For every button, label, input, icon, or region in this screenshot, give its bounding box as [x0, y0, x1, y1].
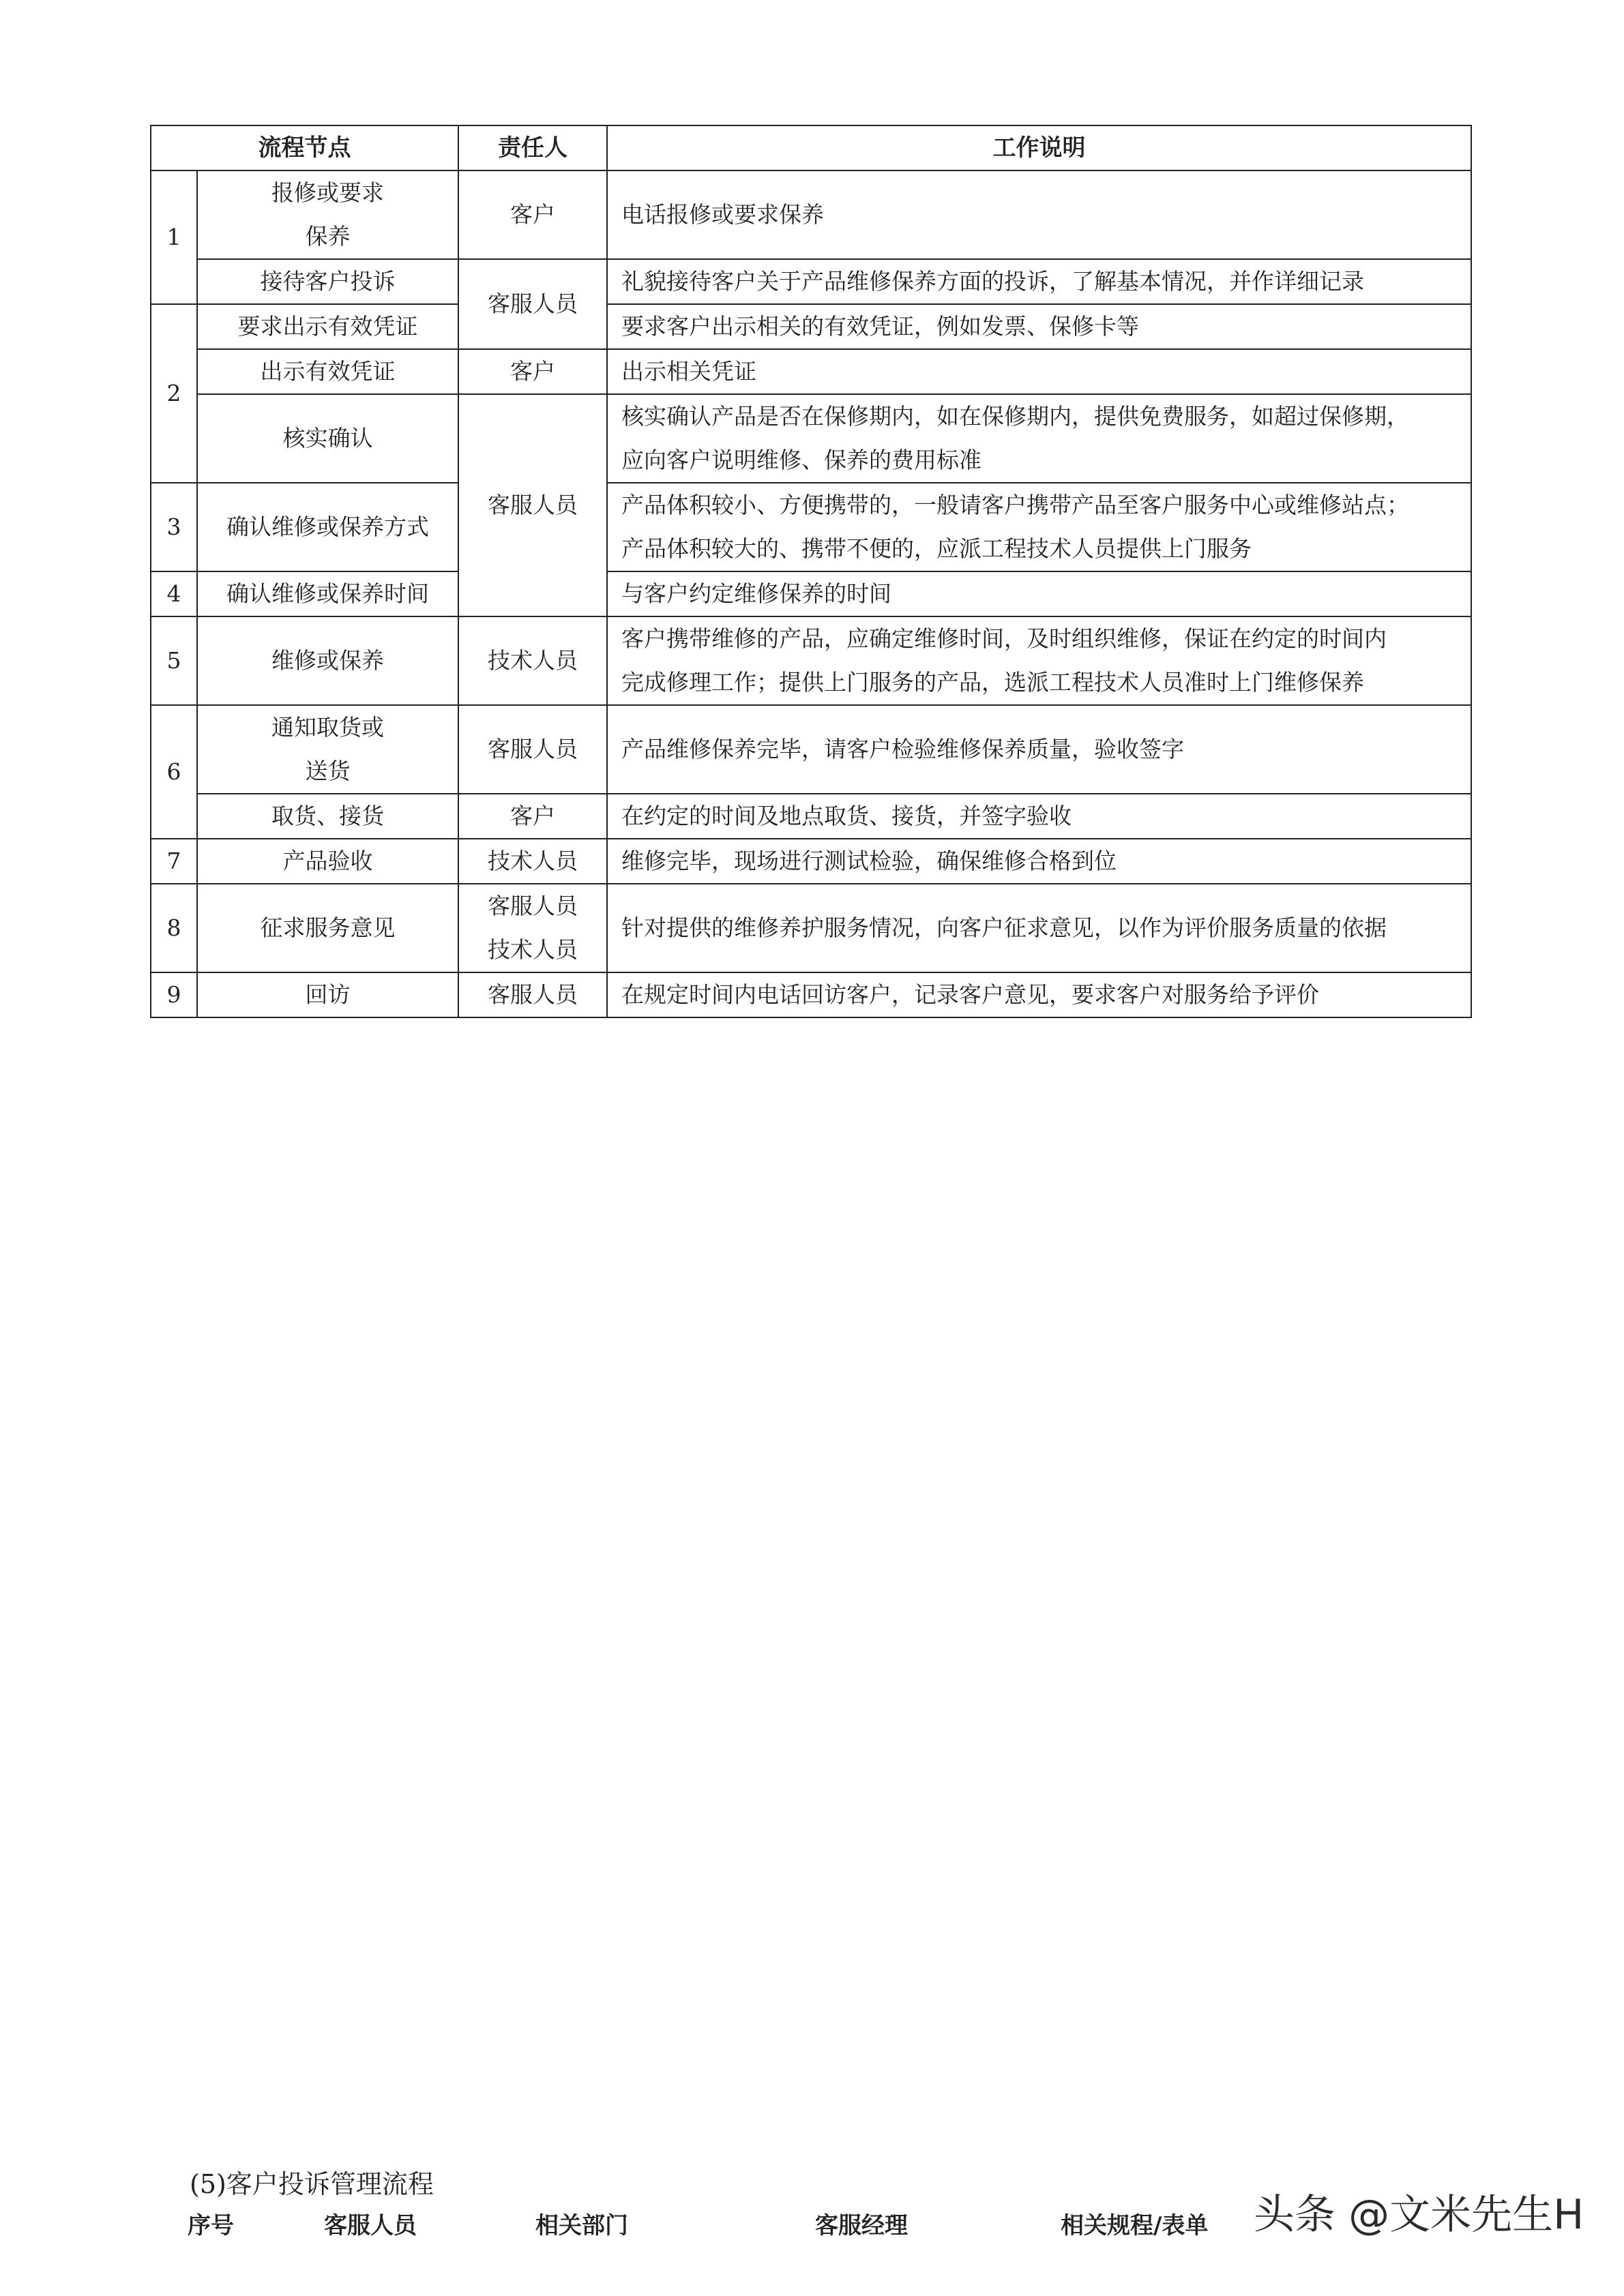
- desc-line: 客户携带维修的产品，应确定维修时间，及时组织维修，保证在约定的时间内: [621, 625, 1387, 652]
- desc-line: 应向客户说明维修、保养的费用标准: [621, 447, 981, 473]
- desc-cell: 要求客户出示相关的有效凭证，例如发票、保修卡等: [607, 304, 1471, 349]
- table-row: [151, 571, 1471, 616]
- process-table: [150, 125, 1472, 1018]
- row-number: 9: [151, 972, 197, 1017]
- header-person: 责任人: [458, 125, 607, 170]
- header-node: 流程节点: [151, 125, 458, 170]
- desc-line: 产品体积较小、方便携带的，一般请客户携带产品至客户服务中心或维修站点；: [621, 492, 1409, 518]
- column-header-cs-staff: 客服人员: [324, 2212, 417, 2239]
- desc-cell: [607, 394, 1471, 483]
- node-cell: 核实确认: [197, 394, 458, 483]
- table-row: [151, 170, 1471, 259]
- section-title: (5)客户投诉管理流程: [190, 2169, 434, 2199]
- desc-cell: 在规定时间内电话回访客户，记录客户意见，要求客户对服务给予评价: [607, 972, 1471, 1017]
- table-header-row: [151, 125, 1471, 170]
- node-cell: 产品验收: [197, 839, 458, 884]
- row-number: 3: [151, 483, 197, 571]
- node-line: 通知取货或: [271, 714, 384, 741]
- person-cell: 客户: [458, 794, 607, 839]
- node-line: 报修或要求: [271, 179, 384, 206]
- person-cell: 技术人员: [458, 839, 607, 884]
- table-row: [151, 616, 1471, 705]
- desc-cell: 与客户约定维修保养的时间: [607, 571, 1471, 616]
- desc-cell: 出示相关凭证: [607, 349, 1471, 394]
- table-row: [151, 972, 1471, 1017]
- node-cell: 取货、接货: [197, 794, 458, 839]
- row-number: 5: [151, 616, 197, 705]
- person-cell: 客服人员: [458, 972, 607, 1017]
- desc-line: 产品体积较大的、携带不便的，应派工程技术人员提供上门服务: [621, 535, 1252, 562]
- person-cell: 客服人员: [458, 394, 607, 616]
- table-row: [151, 304, 1471, 349]
- table-row: [151, 705, 1471, 794]
- person-line: 技术人员: [488, 936, 578, 963]
- person-cell: 客户: [458, 170, 607, 259]
- desc-cell: 礼貌接待客户关于产品维修保养方面的投诉，了解基本情况，并作详细记录: [607, 259, 1471, 304]
- node-cell: 征求服务意见: [197, 884, 458, 972]
- column-header-cs-manager: 客服经理: [815, 2212, 908, 2239]
- node-cell: 确认维修或保养时间: [197, 571, 458, 616]
- column-header-related-dept: 相关部门: [535, 2212, 628, 2239]
- person-cell: 客服人员: [458, 705, 607, 794]
- table-row: [151, 394, 1471, 483]
- node-line: 保养: [305, 223, 351, 250]
- desc-cell: 产品维修保养完毕，请客户检验维修保养质量，验收签字: [607, 705, 1471, 794]
- desc-cell: [607, 616, 1471, 705]
- row-number: 6: [151, 705, 197, 839]
- row-number: 4: [151, 571, 197, 616]
- person-cell: 客服人员: [458, 259, 607, 349]
- column-header-index: 序号: [188, 2212, 234, 2239]
- table-row: [151, 349, 1471, 394]
- table-row: [151, 884, 1471, 972]
- header-desc: 工作说明: [607, 125, 1471, 170]
- table-row: [151, 839, 1471, 884]
- table-row: [151, 794, 1471, 839]
- desc-line: 完成修理工作；提供上门服务的产品，选派工程技术人员准时上门维修保养: [621, 669, 1364, 696]
- person-cell: [458, 884, 607, 972]
- node-cell: 维修或保养: [197, 616, 458, 705]
- node-cell: 接待客户投诉: [197, 259, 458, 304]
- desc-cell: 在约定的时间及地点取货、接货，并签字验收: [607, 794, 1471, 839]
- row-number: 1: [151, 170, 197, 304]
- row-number: 2: [151, 304, 197, 483]
- node-cell: 出示有效凭证: [197, 349, 458, 394]
- node-line: 送货: [305, 758, 351, 784]
- row-number: 7: [151, 839, 197, 884]
- person-cell: 客户: [458, 349, 607, 394]
- node-cell: 回访: [197, 972, 458, 1017]
- table-row: [151, 259, 1471, 304]
- row-number: 8: [151, 884, 197, 972]
- column-header-procedures: 相关规程/表单: [1061, 2212, 1209, 2239]
- desc-line: 核实确认产品是否在保修期内，如在保修期内，提供免费服务，如超过保修期，: [621, 403, 1409, 430]
- desc-cell: 针对提供的维修养护服务情况，向客户征求意见，以作为评价服务质量的依据: [607, 884, 1471, 972]
- watermark: 头条 @文米先生H: [1254, 2191, 1584, 2239]
- node-cell: [197, 170, 458, 259]
- person-cell: 技术人员: [458, 616, 607, 705]
- desc-cell: 维修完毕，现场进行测试检验，确保维修合格到位: [607, 839, 1471, 884]
- desc-cell: [607, 483, 1471, 571]
- person-line: 客服人员: [488, 893, 578, 919]
- table-row: [151, 483, 1471, 571]
- node-cell: [197, 705, 458, 794]
- node-cell: 要求出示有效凭证: [197, 304, 458, 349]
- node-cell: 确认维修或保养方式: [197, 483, 458, 571]
- desc-cell: 电话报修或要求保养: [607, 170, 1471, 259]
